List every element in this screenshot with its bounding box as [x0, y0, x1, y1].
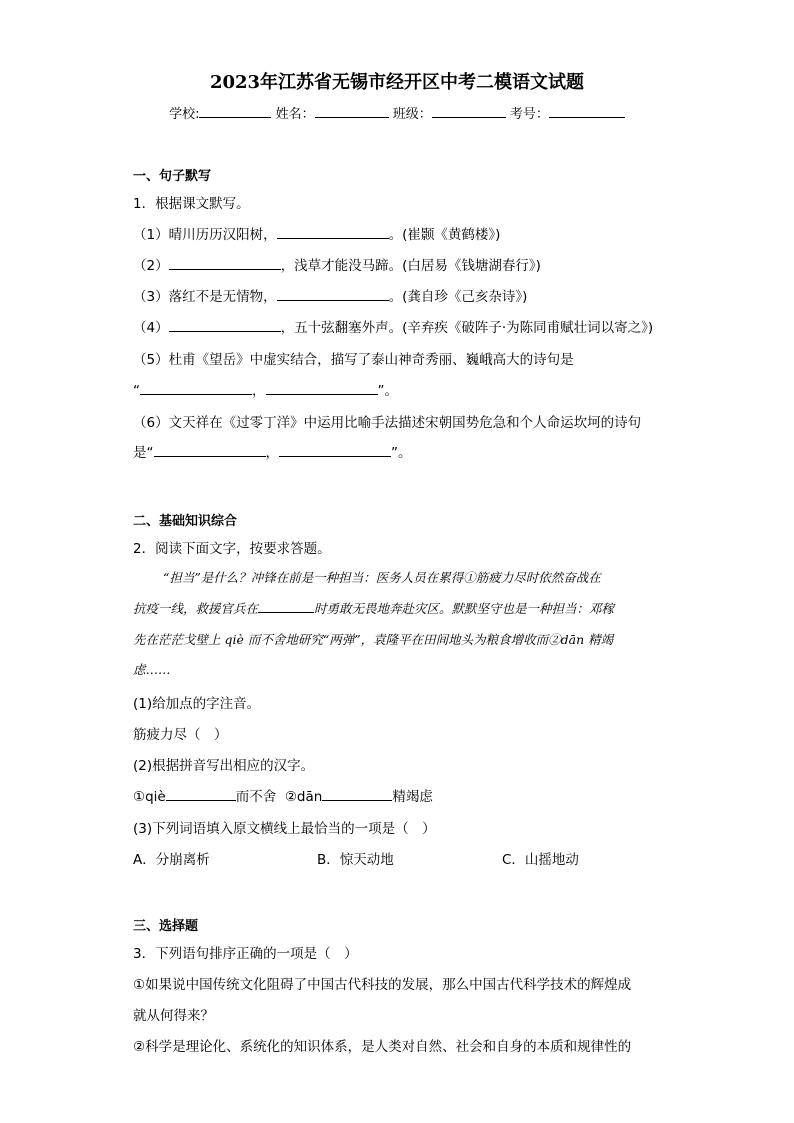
- sub-question-3: (3)下列词语填入原文横线上最恰当的一项是（ ）: [133, 821, 436, 837]
- sentence-1-line-1: ①如果说中国传统文化阻碍了中国古代科技的发展，那么中国古代科学技术的辉煌成: [133, 977, 632, 993]
- sub-question-1-word: 筋疲力尽（ ）: [133, 727, 228, 743]
- option-c[interactable]: C．山摇地动: [502, 852, 579, 868]
- q1-item-3-suffix: 。(龚自珍《己亥杂诗》): [388, 289, 528, 305]
- pinyin-qie-tail: 而不舍: [235, 789, 277, 805]
- q1-item-1-blank[interactable]: [277, 226, 389, 239]
- sub-question-1: (1)给加点的字注音。: [133, 696, 261, 712]
- q1-item-4-prefix: （4）: [133, 320, 169, 336]
- q1-item-6-blank-a[interactable]: [154, 444, 266, 457]
- question-3-stem: 3．下列语句排序正确的一项是（ ）: [133, 946, 358, 962]
- q1-item-1: [133, 223, 500, 243]
- question-2-stem: 2．阅读下面文字，按要求答题。: [133, 541, 331, 557]
- q1-item-4: [133, 316, 653, 336]
- sentence-2-line-1: ②科学是理论化、系统化的知识体系，是人类对自然、社会和自身的本质和规律性的: [133, 1039, 632, 1055]
- q1-item-3-blank[interactable]: [277, 288, 389, 301]
- option-a[interactable]: A．分崩离析: [133, 852, 210, 868]
- question-1-stem: 1．根据课文默写。: [133, 196, 250, 212]
- q1-item-3: [133, 285, 527, 305]
- q1-item-2: [133, 254, 541, 274]
- sub-question-2: (2)根据拼音写出相应的汉字。: [133, 758, 315, 774]
- q1-item-6-text: （6）文天祥在《过零丁洋》中运用比喻手法描述宋朝国势危急和个人命运坎坷的诗句: [133, 415, 642, 431]
- sentence-1-line-2: 就从何得来？: [133, 1008, 214, 1024]
- pinyin-dan-blank[interactable]: [322, 788, 392, 801]
- section-heading-2: 二、基础知识综合: [133, 514, 238, 529]
- option-b[interactable]: B．惊天动地: [317, 852, 394, 868]
- q1-item-2-prefix: （2）: [133, 258, 169, 274]
- passage-line-2: [133, 599, 614, 617]
- page-title: 2023年江苏省无锡市经开区中考二模语文试题: [209, 72, 585, 93]
- q1-item-1-suffix: 。(崔颢《黄鹤楼》): [388, 227, 501, 243]
- class-label: 班级：: [392, 107, 432, 122]
- passage-line-3: 先在茫茫戈壁上 qiè 而不舍地研究“两弹”，袁隆平在田间地头为粮食增收而②dān 精竭: [133, 632, 614, 647]
- q1-item-4-blank[interactable]: [169, 319, 281, 332]
- open-quote: 是“: [133, 445, 154, 461]
- section-heading-1: 一、句子默写: [133, 169, 212, 184]
- q1-item-5-blank-b[interactable]: [266, 382, 378, 395]
- student-info-row: [0, 103, 794, 122]
- q1-item-6-blank-b[interactable]: [279, 444, 391, 457]
- sub-question-2-items: [133, 785, 433, 805]
- q1-item-3-prefix: （3）落红不是无情物，: [133, 289, 277, 305]
- q1-item-5-text: （5）杜甫《望岳》中虚实结合，描写了泰山神奇秀丽、巍峨高大的诗句是: [133, 352, 574, 368]
- pinyin-dan-tail: 精竭虑: [392, 789, 433, 805]
- passage-line-2a: 抗疫一线，救援官兵在: [133, 601, 259, 616]
- pinyin-dan: ②dān: [284, 789, 323, 805]
- pinyin-qie-blank[interactable]: [166, 788, 236, 801]
- q1-item-6-answer: [133, 441, 412, 461]
- school-blank[interactable]: [199, 105, 271, 118]
- close-quote: ”。: [391, 445, 412, 461]
- q1-item-5-blank-a[interactable]: [140, 382, 252, 395]
- passage-blank[interactable]: [258, 600, 314, 613]
- pinyin-qie: ①qiè: [133, 789, 166, 805]
- open-quote: “: [133, 383, 140, 399]
- q1-item-2-suffix: ，浅草才能没马蹄。(白居易《钱塘湖春行》): [280, 258, 541, 274]
- section-heading-3: 三、选择题: [133, 919, 199, 934]
- name-label: 姓名：: [275, 107, 315, 122]
- comma: ，: [252, 383, 266, 399]
- passage-line-4: 虑……: [133, 662, 171, 677]
- q1-item-4-suffix: ，五十弦翻塞外声。(辛弃疾《破阵子·为陈同甫赋壮词以寄之》): [280, 320, 654, 336]
- q1-item-1-prefix: （1）晴川历历汉阳树，: [133, 227, 277, 243]
- passage-line-1: “担当”是什么？冲锋在前是一种担当：医务人员在累得①筋疲力尽时依然奋战在: [163, 570, 601, 585]
- close-quote: ”。: [377, 383, 398, 399]
- name-blank[interactable]: [315, 105, 389, 118]
- class-blank[interactable]: [432, 105, 506, 118]
- school-label: 学校:: [169, 107, 200, 122]
- passage-line-2b: 时勇敢无畏地奔赴灾区。默默坚守也是一种担当：邓稼: [314, 601, 615, 616]
- q1-item-2-blank[interactable]: [169, 257, 281, 270]
- q1-item-5-answer: [133, 379, 398, 399]
- comma: ，: [265, 445, 279, 461]
- exam-number-label: 考号：: [509, 107, 549, 122]
- exam-number-blank[interactable]: [549, 105, 625, 118]
